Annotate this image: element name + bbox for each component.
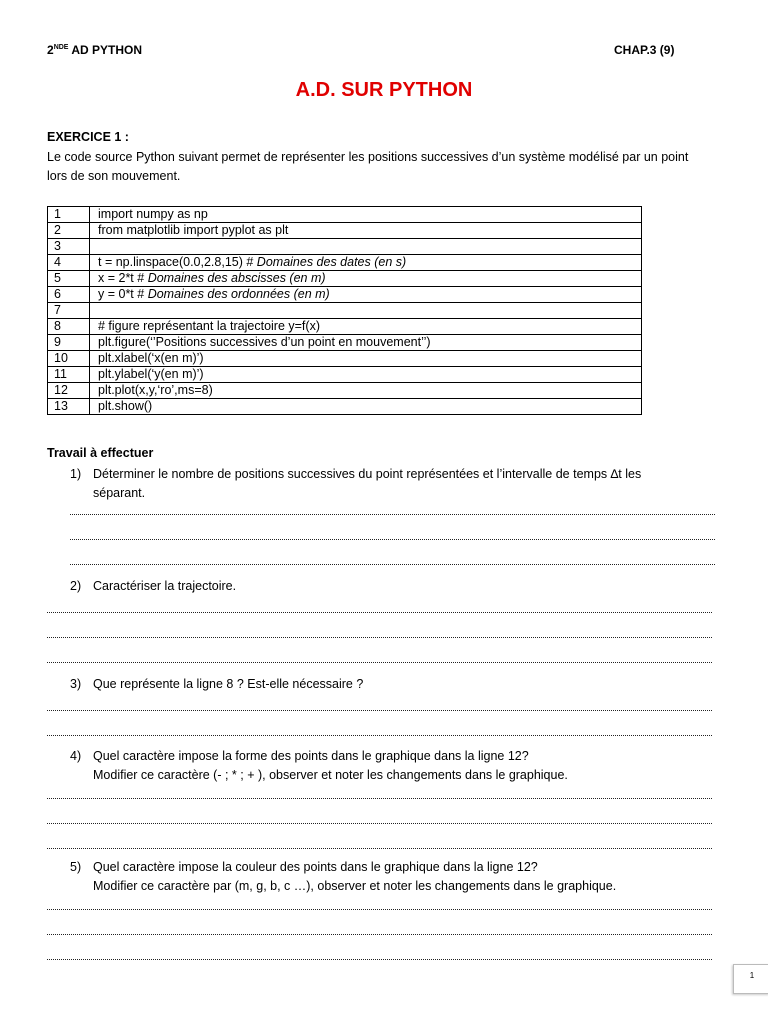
code-text: import numpy as np — [98, 207, 208, 221]
code-cell — [90, 207, 642, 223]
code-row — [48, 287, 642, 303]
code-cell — [90, 335, 642, 351]
answer-line[interactable] — [47, 661, 712, 663]
answer-line[interactable] — [47, 933, 712, 935]
answer-line[interactable] — [47, 822, 712, 824]
code-text: plt.plot(x,y,‘ro’,ms=8) — [98, 383, 213, 397]
page-title: A.D. SUR PYTHON — [295, 79, 473, 101]
answer-line[interactable] — [70, 563, 715, 565]
code-cell — [90, 255, 642, 271]
line-number: 3 — [48, 239, 90, 255]
question-5: 5) Quel caractère impose la couleur des points dans le graphique dans la ligne 12? Modifier ce caractère par (m, g, b, c …), observer et noter les changements dans le graphique. — [70, 860, 617, 893]
code-row — [48, 351, 642, 367]
line-number: 1 — [48, 207, 90, 223]
code-row — [48, 399, 642, 415]
code-comment: Domaines des ordonnées (en m) — [147, 287, 330, 301]
answer-line[interactable] — [47, 636, 712, 638]
code-text: y = 0*t # — [98, 287, 148, 301]
answer-line[interactable] — [47, 958, 712, 960]
code-row — [48, 303, 642, 319]
header-chapter: CHAP.3 (9) — [614, 43, 675, 57]
answer-line[interactable] — [47, 709, 712, 711]
code-text: t = np.linspace(0.0,2.8,15) # — [98, 255, 257, 269]
code-text: from matplotlib import pyplot as plt — [98, 223, 289, 237]
line-number: 11 — [48, 367, 90, 383]
code-comment: Domaines des abscisses (en m) — [147, 271, 326, 285]
code-cell — [90, 271, 642, 287]
question-3: 3) Que représente la ligne 8 ? Est-elle nécessaire ? — [70, 677, 364, 691]
code-table — [47, 206, 642, 415]
code-cell — [90, 399, 642, 415]
answer-line[interactable] — [47, 847, 712, 849]
code-cell — [90, 239, 642, 255]
code-cell — [90, 367, 642, 383]
header-class: 2NDE AD PYTHON — [47, 43, 143, 57]
code-comment: Domaines des dates (en s) — [256, 255, 407, 269]
line-number: 7 — [48, 303, 90, 319]
line-number: 8 — [48, 319, 90, 335]
code-cell — [90, 287, 642, 303]
line-number: 4 — [48, 255, 90, 271]
question-1: 1) Déterminer le nombre de positions successives du point représentées et l’intervalle de temps ∆t les séparant. — [70, 467, 642, 500]
line-number: 9 — [48, 335, 90, 351]
code-text: plt.figure(‘’Positions successives d’un point en mouvement’’) — [98, 335, 431, 349]
line-number: 13 — [48, 399, 90, 415]
answer-line[interactable] — [47, 611, 712, 613]
code-row — [48, 255, 642, 271]
code-cell — [90, 383, 642, 399]
answer-line[interactable] — [70, 513, 715, 515]
line-number: 5 — [48, 271, 90, 287]
line-number: 12 — [48, 383, 90, 399]
code-text: # figure représentant la trajectoire y=f(x) — [98, 319, 320, 333]
answer-line[interactable] — [47, 797, 712, 799]
answer-line[interactable] — [70, 538, 715, 540]
code-text: x = 2*t # — [98, 271, 148, 285]
code-row — [48, 367, 642, 383]
work-title: Travail à effectuer — [47, 446, 154, 460]
code-cell — [90, 303, 642, 319]
code-row — [48, 239, 642, 255]
exercise-title: EXERCICE 1 : — [47, 130, 129, 144]
line-number: 10 — [48, 351, 90, 367]
answer-line[interactable] — [47, 908, 712, 910]
code-cell — [90, 223, 642, 239]
code-row — [48, 223, 642, 239]
line-number: 2 — [48, 223, 90, 239]
exercise-intro: Le code source Python suivant permet de représenter les positions successives d’un système modélisé par un point lors de son mouvement. — [47, 150, 689, 183]
code-text: plt.show() — [98, 399, 153, 413]
code-row — [48, 207, 642, 223]
question-2: 2) Caractériser la trajectoire. — [70, 579, 237, 593]
code-row — [48, 335, 642, 351]
code-row — [48, 319, 642, 335]
question-4: 4) Quel caractère impose la forme des points dans le graphique dans la ligne 12? Modifier ce caractère (- ; * ; + ), observer et noter les changements dans le graphique. — [70, 749, 568, 782]
line-number: 6 — [48, 287, 90, 303]
code-cell — [90, 351, 642, 367]
code-row — [48, 271, 642, 287]
answer-line[interactable] — [47, 734, 712, 736]
code-text: plt.ylabel(‘y(en m)’) — [98, 367, 204, 381]
code-cell — [90, 319, 642, 335]
code-text: plt.xlabel(‘x(en m)’) — [98, 351, 204, 365]
page-number: 1 — [733, 964, 768, 994]
code-row — [48, 383, 642, 399]
